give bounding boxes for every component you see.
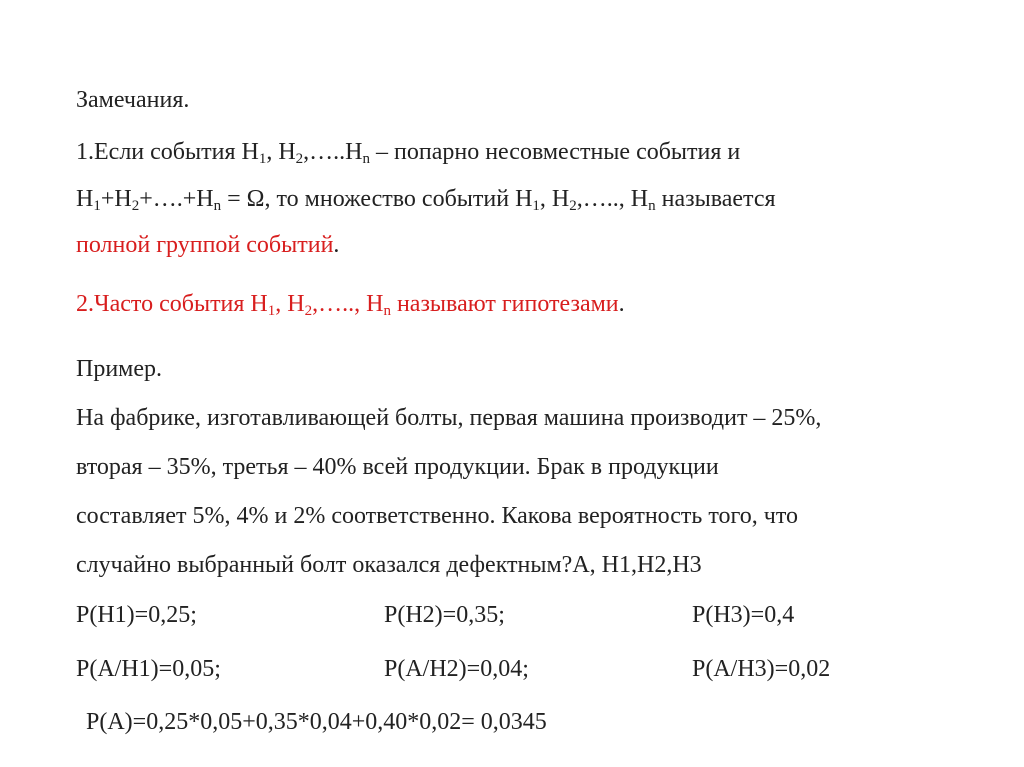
prob-a-h3: Р(А/Н3)=0,02 (692, 656, 831, 682)
remark-1-line-3: полной группой событий. (76, 232, 340, 258)
remarks-heading: Замечания. (76, 87, 190, 113)
prob-a-h2: Р(А/Н2)=0,04; (384, 656, 529, 682)
result-formula: Р(А)=0,25*0,05+0,35*0,04+0,40*0,02= 0,0345 (86, 709, 547, 735)
example-line-2: вторая – 35%, третья – 40% всей продукции. Брак в продукции (76, 454, 719, 480)
example-line-1: На фабрике, изготавливающей болты, первая машина производит – 25%, (76, 405, 822, 431)
remark-2: 2.Часто события $Н_1$, $Н_2,\dots$.., $Н_n$ называют гипотезами. (76, 291, 625, 319)
probabilities-row-1 (76, 600, 976, 630)
prob-h2: Р(Н2)=0,35; (384, 602, 505, 628)
prob-h1: Р(Н1)=0,25; (76, 602, 197, 628)
remark-1-line-2: $Н_1+Н_2+\dots.+Н_n = \Omega$, то множество событий $Н_1$, $Н_2,\dots$.., $Н_n$ называется (76, 186, 776, 214)
prob-h3: Р(Н3)=0,4 (692, 602, 795, 628)
example-line-4: случайно выбранный болт оказался дефектным?А, Н1,Н2,Н3 (76, 552, 702, 578)
prob-a-h1: Р(А/Н1)=0,05; (76, 656, 221, 682)
example-heading: Пример. (76, 356, 163, 382)
probabilities-row-2 (76, 654, 976, 684)
remark-1-line-1: 1.Если события $Н_1$, $Н_2,\dots..Н_n$ – попарно несовместные события и (76, 139, 741, 167)
complete-group-term: полной группой событий (76, 232, 334, 258)
example-line-3: составляет 5%, 4% и 2% соответственно. Какова вероятность того, что (76, 503, 799, 529)
